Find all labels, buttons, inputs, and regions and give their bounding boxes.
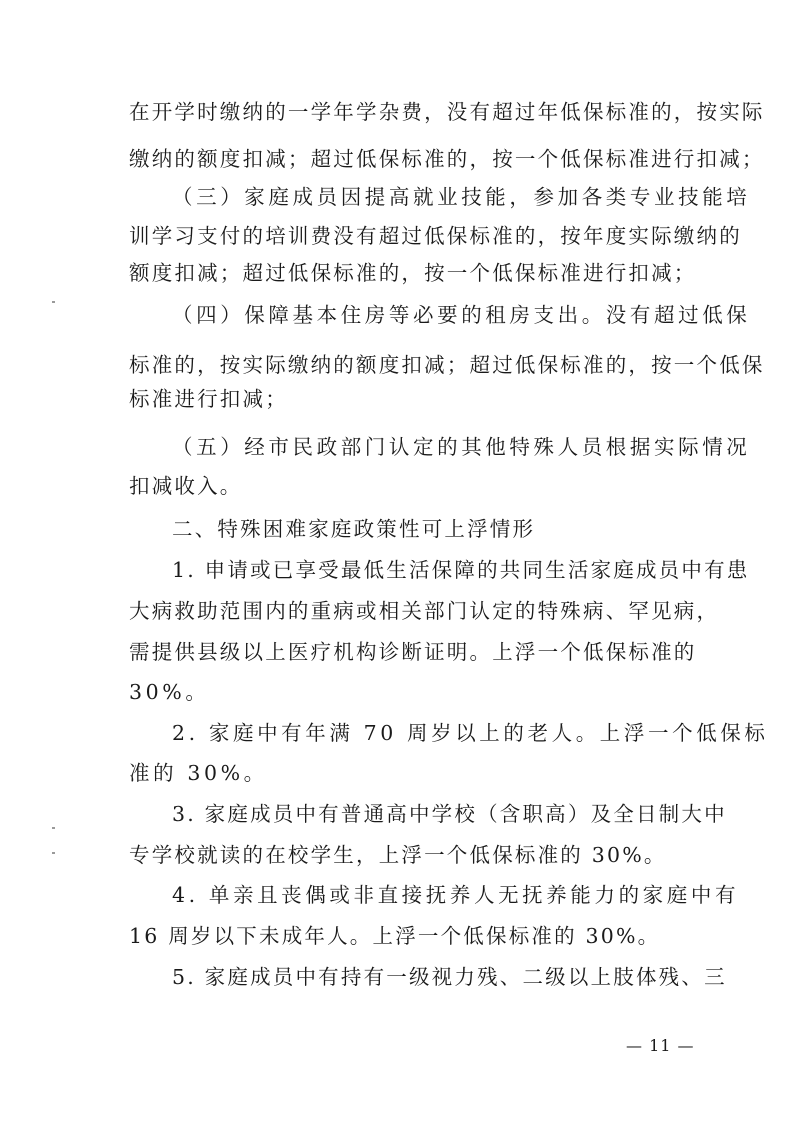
text-line: 4. 单亲且丧偶或非直接抚养人无抚养能力的家庭中有 bbox=[172, 883, 740, 907]
page-number: — 11 — bbox=[626, 1036, 695, 1055]
text-line: 1. 申请或已享受最低生活保障的共同生活家庭成员中有患 bbox=[172, 558, 750, 582]
section-heading: 二、特殊困难家庭政策性可上浮情形 bbox=[172, 517, 536, 541]
text-line: 标准的，按实际缴纳的额度扣减；超过低保标准的，按一个低保 bbox=[129, 353, 765, 377]
text-line: 专学校就读的在校学生，上浮一个低保标准的 30%。 bbox=[129, 843, 667, 867]
text-line: 缴纳的额度扣减；超过低保标准的，按一个低保标准进行扣减； bbox=[129, 147, 765, 171]
text-line: 16 周岁以下未成年人。上浮一个低保标准的 30%。 bbox=[129, 924, 661, 948]
text-line: 30%。 bbox=[129, 680, 210, 704]
margin-mark bbox=[52, 827, 55, 829]
text-line: 训学习支付的培训费没有超过低保标准的，按年度实际缴纳的 bbox=[129, 224, 742, 248]
text-line: 3. 家庭成员中有普通高中学校（含职高）及全日制大中 bbox=[172, 802, 727, 826]
text-line: （四）保障基本住房等必要的租房支出。没有超过低保 bbox=[172, 303, 751, 327]
margin-mark bbox=[52, 852, 55, 854]
margin-mark bbox=[52, 301, 55, 303]
text-line: 扣减收入。 bbox=[129, 474, 243, 498]
text-line: 5. 家庭成员中有持有一级视力残、二级以上肢体残、三 bbox=[172, 965, 727, 989]
text-line: 大病救助范围内的重病或相关部门认定的特殊病、罕见病， bbox=[129, 599, 720, 623]
text-line: 标准进行扣减； bbox=[129, 387, 288, 411]
text-line: 准的 30%。 bbox=[129, 761, 268, 785]
text-line: 2. 家庭中有年满 70 周岁以上的老人。上浮一个低保标 bbox=[172, 721, 769, 745]
text-line: （五）经市民政部门认定的其他特殊人员根据实际情况 bbox=[172, 435, 751, 459]
text-line: （三）家庭成员因提高就业技能，参加各类专业技能培 bbox=[172, 185, 751, 209]
text-line: 需提供县级以上医疗机构诊断证明。上浮一个低保标准的 bbox=[129, 640, 697, 664]
text-line: 额度扣减；超过低保标准的，按一个低保标准进行扣减； bbox=[129, 261, 697, 285]
text-line: 在开学时缴纳的一学年学杂费，没有超过年低保标准的，按实际 bbox=[129, 100, 765, 124]
